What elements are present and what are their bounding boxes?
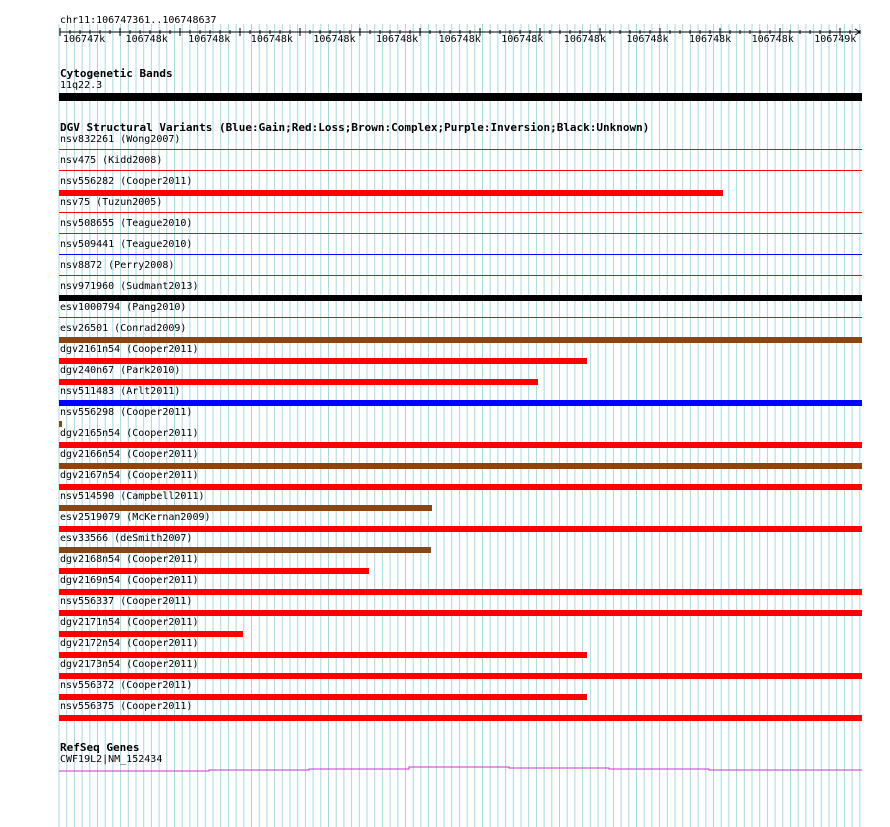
ruler-tick-label: 106748k [376,34,419,45]
dgv-variant-bar[interactable] [59,275,862,276]
dgv-variant-bar[interactable] [59,295,862,301]
dgv-variant-label[interactable]: nsv8872 (Perry2008) [60,260,175,271]
dgv-variant-bar[interactable] [59,233,862,234]
ruler-tick-label: 106748k [188,34,231,45]
dgv-variant-label[interactable]: nsv475 (Kidd2008) [60,155,163,166]
dgv-variant-label[interactable]: nsv514590 (Campbell2011) [60,491,205,502]
dgv-track-title: DGV Structural Variants (Blue:Gain;Red:Loss;Brown:Complex;Purple:Inversion;Black:Unknown) [60,121,650,134]
dgv-variant-label[interactable]: dgv2161n54 (Cooper2011) [60,344,199,355]
dgv-variant-bar[interactable] [59,379,538,385]
locus-label: chr11:106747361..106748637 [60,15,217,26]
dgv-variant-bar[interactable] [59,652,587,658]
dgv-variant-label[interactable]: nsv556337 (Cooper2011) [60,596,193,607]
dgv-variant-label[interactable]: dgv2168n54 (Cooper2011) [60,554,199,565]
dgv-variant-label[interactable]: dgv2172n54 (Cooper2011) [60,638,199,649]
dgv-variant-label[interactable]: esv33566 (deSmith2007) [60,533,193,544]
dgv-variant-label[interactable]: nsv556375 (Cooper2011) [60,701,193,712]
ruler-tick-label: 106748k [626,34,669,45]
dgv-variant-label[interactable]: esv1000794 (Pang2010) [60,302,187,313]
dgv-variant-bar[interactable] [59,317,862,318]
dgv-variant-bar[interactable] [59,631,243,637]
dgv-variant-bar[interactable] [59,358,587,364]
dgv-variant-bar[interactable] [59,254,862,255]
ruler-tick-label: 106748k [689,34,732,45]
dgv-variant-bar[interactable] [59,589,862,595]
ruler-tick-label: 106748k [563,34,606,45]
dgv-variant-bar[interactable] [59,400,862,406]
ruler-tick-label: 106748k [313,34,356,45]
ruler-tick-label: 106748k [438,34,481,45]
dgv-variant-label[interactable]: nsv508655 (Teague2010) [60,218,193,229]
cytoband-track-title: Cytogenetic Bands [60,67,173,80]
refseq-gene-label: CWF19L2|NM_152434 [60,754,163,765]
ruler-tick-label: 106748k [125,34,168,45]
dgv-variant-label[interactable]: dgv2165n54 (Cooper2011) [60,428,199,439]
cytoband-label: 11q22.3 [60,80,103,91]
dgv-variant-label[interactable]: dgv2169n54 (Cooper2011) [60,575,199,586]
cytoband-bar[interactable] [59,93,862,101]
ruler-tick-label: 106748k [751,34,794,45]
dgv-variant-bar[interactable] [59,421,62,427]
ruler-tick-label: 106749k [814,34,857,45]
dgv-variant-label[interactable]: dgv2173n54 (Cooper2011) [60,659,199,670]
dgv-variant-bar[interactable] [59,610,862,616]
dgv-variant-bar[interactable] [59,715,862,721]
dgv-variant-bar[interactable] [59,149,862,150]
dgv-variant-bar[interactable] [59,190,723,196]
refseq-gene-track[interactable] [59,764,862,774]
dgv-variant-label[interactable]: nsv556372 (Cooper2011) [60,680,193,691]
dgv-variant-bar[interactable] [59,212,862,213]
dgv-variant-label[interactable]: nsv509441 (Teague2010) [60,239,193,250]
dgv-variant-bar[interactable] [59,673,862,679]
dgv-variant-bar[interactable] [59,547,431,553]
dgv-variant-label[interactable]: nsv511483 (Arlt2011) [60,386,181,397]
dgv-variant-label[interactable]: dgv240n67 (Park2010) [60,365,181,376]
dgv-variant-bar[interactable] [59,170,862,171]
dgv-variant-bar[interactable] [59,526,862,532]
dgv-variant-bar[interactable] [59,463,862,469]
dgv-variant-label[interactable]: dgv2167n54 (Cooper2011) [60,470,199,481]
dgv-variant-label[interactable]: nsv556282 (Cooper2011) [60,176,193,187]
dgv-variant-bar[interactable] [59,337,862,343]
dgv-variant-label[interactable]: esv2519079 (McKernan2009) [60,512,211,523]
refseq-track-title: RefSeq Genes [60,741,140,754]
ruler-tick-label: 106748k [501,34,544,45]
dgv-variant-label[interactable]: nsv832261 (Wong2007) [60,134,181,145]
ruler-tick-label: 106747k [63,34,106,45]
dgv-variant-label[interactable]: dgv2171n54 (Cooper2011) [60,617,199,628]
ruler-tick-label: 106748k [250,34,293,45]
dgv-variant-bar[interactable] [59,568,369,574]
dgv-variant-bar[interactable] [59,442,862,448]
dgv-variant-bar[interactable] [59,505,432,511]
dgv-variant-label[interactable]: nsv556298 (Cooper2011) [60,407,193,418]
dgv-variant-label[interactable]: nsv971960 (Sudmant2013) [60,281,199,292]
dgv-variant-label[interactable]: dgv2166n54 (Cooper2011) [60,449,199,460]
dgv-variant-label[interactable]: esv26501 (Conrad2009) [60,323,187,334]
dgv-variant-label[interactable]: nsv75 (Tuzun2005) [60,197,163,208]
dgv-variant-bar[interactable] [59,694,587,700]
dgv-variant-bar[interactable] [59,484,862,490]
